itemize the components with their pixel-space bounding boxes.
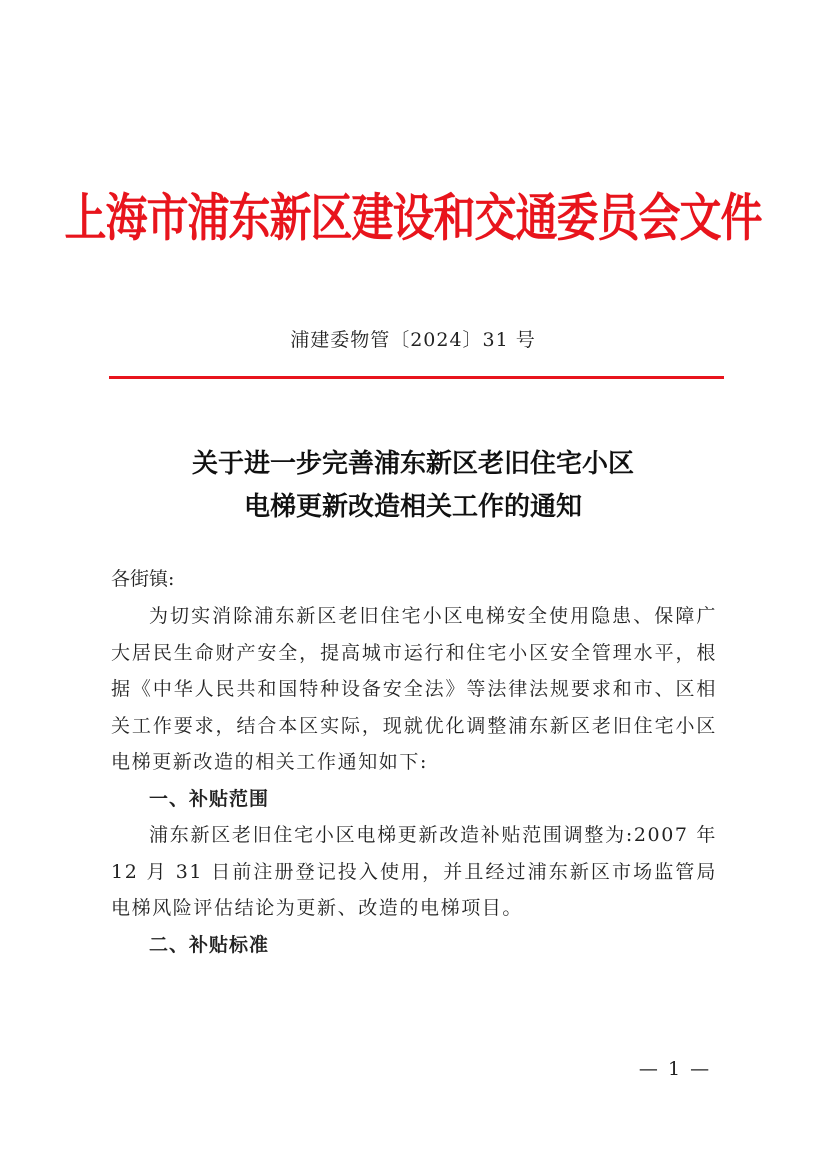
section-2-heading: 二、补贴标准 <box>149 933 270 956</box>
issuing-authority-title: 上海市浦东新区建设和交通委员会文件 <box>64 188 762 248</box>
section-1-heading: 一、补贴范围 <box>149 787 270 810</box>
red-divider-line <box>109 376 724 379</box>
page-number: — 1 — <box>638 1058 712 1080</box>
notice-title-line-2: 电梯更新改造相关工作的通知 <box>243 492 582 522</box>
document-number: 浦建委物管〔2024〕31 号 <box>290 329 536 351</box>
document-body <box>111 598 717 963</box>
section-1-paragraph: 浦东新区老旧住宅小区电梯更新改造补贴范围调整为:2007 年 12 月 31 日前注册登记投入使用，并且经过浦东新区市场监管局电梯风险评估结论为更新、改造的电梯项目。 <box>111 824 717 919</box>
salutation: 各街镇: <box>111 568 175 590</box>
intro-paragraph: 为切实消除浦东新区老旧住宅小区电梯安全使用隐患、保障广大居民生命财产安全，提高城市运行和住宅小区安全管理水平，根据《中华人民共和国特种设备安全法》等法律法规要求和市、区相关工作要求，结合本区实际，现就优化调整浦东新区老旧住宅小区电梯更新改造的相关工作通知如下: <box>111 605 717 773</box>
notice-title-line-1: 关于进一步完善浦东新区老旧住宅小区 <box>191 449 634 479</box>
